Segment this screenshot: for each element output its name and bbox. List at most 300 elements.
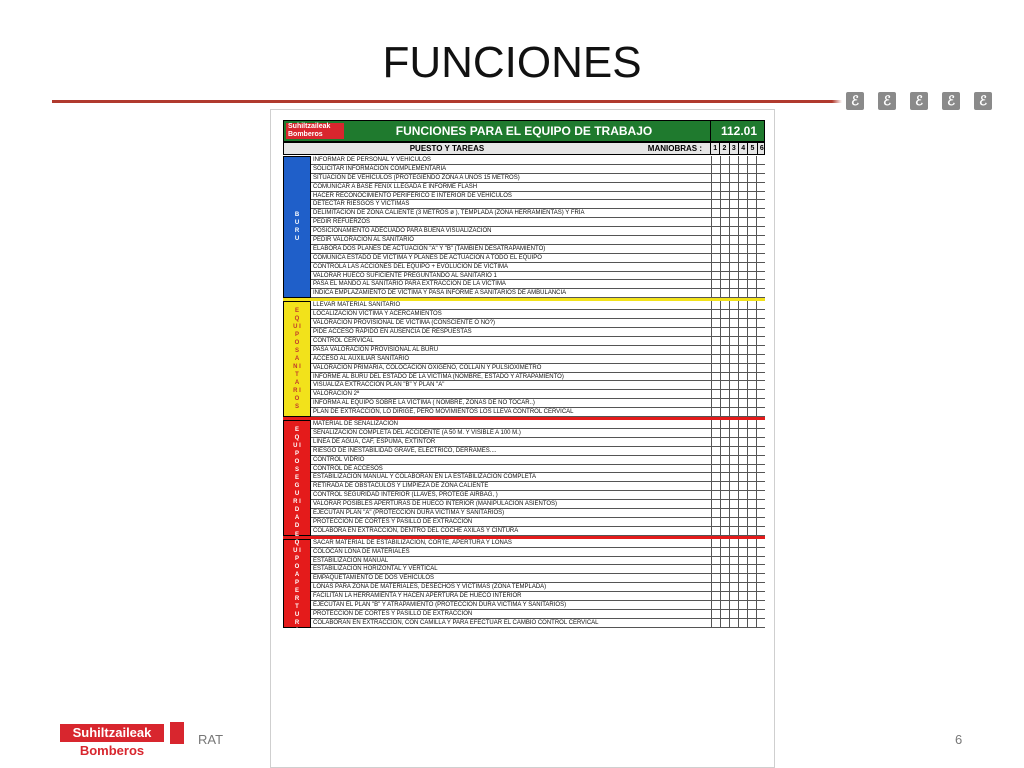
maniobra-checkbox[interactable]	[729, 509, 738, 517]
maniobra-checkbox[interactable]	[711, 263, 720, 271]
maniobra-checkbox[interactable]	[756, 565, 765, 573]
maniobra-checkbox[interactable]	[756, 236, 765, 244]
maniobra-checkbox[interactable]	[738, 337, 747, 345]
maniobra-checkbox[interactable]	[720, 473, 729, 481]
maniobra-checkbox[interactable]	[729, 548, 738, 556]
maniobra-checkbox[interactable]	[756, 337, 765, 345]
maniobra-checkbox[interactable]	[729, 500, 738, 508]
maniobra-checkbox[interactable]	[711, 420, 720, 428]
maniobra-checkbox[interactable]	[720, 227, 729, 235]
maniobra-checkbox[interactable]	[711, 408, 720, 416]
maniobra-checkbox[interactable]	[738, 218, 747, 226]
maniobra-checkbox[interactable]	[711, 447, 720, 455]
maniobra-checkbox[interactable]	[738, 429, 747, 437]
maniobra-checkbox[interactable]	[747, 509, 756, 517]
maniobra-checkbox[interactable]	[747, 236, 756, 244]
maniobra-checkbox[interactable]	[738, 301, 747, 309]
maniobra-checkbox[interactable]	[738, 183, 747, 191]
maniobra-checkbox[interactable]	[720, 192, 729, 200]
maniobra-checkbox[interactable]	[720, 565, 729, 573]
maniobra-checkbox[interactable]	[720, 337, 729, 345]
maniobra-checkbox[interactable]	[738, 200, 747, 208]
maniobra-checkbox[interactable]	[720, 263, 729, 271]
maniobra-checkbox[interactable]	[720, 574, 729, 582]
maniobra-checkbox[interactable]	[720, 438, 729, 446]
maniobra-checkbox[interactable]	[747, 337, 756, 345]
maniobra-checkbox[interactable]	[747, 548, 756, 556]
maniobra-checkbox[interactable]	[747, 583, 756, 591]
maniobra-checkbox[interactable]	[738, 539, 747, 547]
maniobra-checkbox[interactable]	[720, 408, 729, 416]
maniobra-checkbox[interactable]	[738, 465, 747, 473]
maniobra-checkbox[interactable]	[729, 583, 738, 591]
maniobra-checkbox[interactable]	[711, 438, 720, 446]
maniobra-checkbox[interactable]	[711, 319, 720, 327]
maniobra-checkbox[interactable]	[720, 527, 729, 535]
maniobra-checkbox[interactable]	[738, 272, 747, 280]
maniobra-checkbox[interactable]	[729, 610, 738, 618]
maniobra-checkbox[interactable]	[756, 408, 765, 416]
maniobra-checkbox[interactable]	[729, 482, 738, 490]
maniobra-checkbox[interactable]	[729, 346, 738, 354]
maniobra-checkbox[interactable]	[711, 236, 720, 244]
maniobra-checkbox[interactable]	[756, 192, 765, 200]
maniobra-checkbox[interactable]	[747, 473, 756, 481]
maniobra-checkbox[interactable]	[738, 438, 747, 446]
maniobra-checkbox[interactable]	[729, 301, 738, 309]
maniobra-checkbox[interactable]	[747, 619, 756, 627]
maniobra-checkbox[interactable]	[720, 346, 729, 354]
maniobra-checkbox[interactable]	[738, 209, 747, 217]
maniobra-checkbox[interactable]	[747, 355, 756, 363]
maniobra-checkbox[interactable]	[756, 491, 765, 499]
maniobra-checkbox[interactable]	[747, 447, 756, 455]
maniobra-checkbox[interactable]	[729, 355, 738, 363]
maniobra-checkbox[interactable]	[720, 420, 729, 428]
maniobra-checkbox[interactable]	[711, 429, 720, 437]
maniobra-checkbox[interactable]	[729, 557, 738, 565]
maniobra-checkbox[interactable]	[738, 373, 747, 381]
maniobra-checkbox[interactable]	[711, 527, 720, 535]
maniobra-checkbox[interactable]	[738, 601, 747, 609]
maniobra-checkbox[interactable]	[756, 165, 765, 173]
maniobra-checkbox[interactable]	[738, 408, 747, 416]
maniobra-checkbox[interactable]	[720, 456, 729, 464]
maniobra-checkbox[interactable]	[720, 447, 729, 455]
maniobra-checkbox[interactable]	[720, 328, 729, 336]
maniobra-checkbox[interactable]	[711, 192, 720, 200]
maniobra-checkbox[interactable]	[738, 390, 747, 398]
maniobra-checkbox[interactable]	[756, 227, 765, 235]
maniobra-checkbox[interactable]	[738, 420, 747, 428]
maniobra-checkbox[interactable]	[756, 254, 765, 262]
maniobra-checkbox[interactable]	[756, 500, 765, 508]
maniobra-checkbox[interactable]	[711, 619, 720, 627]
maniobra-checkbox[interactable]	[729, 527, 738, 535]
maniobra-checkbox[interactable]	[711, 583, 720, 591]
maniobra-checkbox[interactable]	[747, 165, 756, 173]
maniobra-checkbox[interactable]	[711, 373, 720, 381]
maniobra-checkbox[interactable]	[711, 328, 720, 336]
maniobra-checkbox[interactable]	[756, 583, 765, 591]
maniobra-checkbox[interactable]	[729, 280, 738, 288]
maniobra-checkbox[interactable]	[711, 183, 720, 191]
maniobra-checkbox[interactable]	[747, 346, 756, 354]
maniobra-checkbox[interactable]	[720, 319, 729, 327]
maniobra-checkbox[interactable]	[720, 254, 729, 262]
maniobra-checkbox[interactable]	[729, 456, 738, 464]
maniobra-checkbox[interactable]	[711, 491, 720, 499]
maniobra-checkbox[interactable]	[729, 574, 738, 582]
maniobra-checkbox[interactable]	[756, 319, 765, 327]
maniobra-checkbox[interactable]	[747, 209, 756, 217]
maniobra-checkbox[interactable]	[720, 174, 729, 182]
maniobra-checkbox[interactable]	[756, 174, 765, 182]
maniobra-checkbox[interactable]	[756, 619, 765, 627]
maniobra-checkbox[interactable]	[711, 548, 720, 556]
maniobra-checkbox[interactable]	[711, 227, 720, 235]
maniobra-checkbox[interactable]	[738, 310, 747, 318]
maniobra-checkbox[interactable]	[729, 272, 738, 280]
maniobra-checkbox[interactable]	[711, 346, 720, 354]
maniobra-checkbox[interactable]	[738, 491, 747, 499]
maniobra-checkbox[interactable]	[738, 328, 747, 336]
maniobra-checkbox[interactable]	[720, 583, 729, 591]
maniobra-checkbox[interactable]	[747, 381, 756, 389]
maniobra-checkbox[interactable]	[720, 592, 729, 600]
maniobra-checkbox[interactable]	[747, 601, 756, 609]
maniobra-checkbox[interactable]	[756, 289, 765, 297]
maniobra-checkbox[interactable]	[729, 390, 738, 398]
maniobra-checkbox[interactable]	[720, 364, 729, 372]
maniobra-checkbox[interactable]	[756, 482, 765, 490]
maniobra-checkbox[interactable]	[747, 390, 756, 398]
maniobra-checkbox[interactable]	[729, 236, 738, 244]
maniobra-checkbox[interactable]	[747, 254, 756, 262]
maniobra-checkbox[interactable]	[720, 491, 729, 499]
maniobra-checkbox[interactable]	[729, 156, 738, 164]
maniobra-checkbox[interactable]	[747, 557, 756, 565]
maniobra-checkbox[interactable]	[720, 280, 729, 288]
maniobra-checkbox[interactable]	[711, 200, 720, 208]
maniobra-checkbox[interactable]	[711, 310, 720, 318]
maniobra-checkbox[interactable]	[729, 310, 738, 318]
maniobra-checkbox[interactable]	[738, 156, 747, 164]
maniobra-checkbox[interactable]	[729, 408, 738, 416]
maniobra-checkbox[interactable]	[711, 209, 720, 217]
maniobra-checkbox[interactable]	[756, 509, 765, 517]
maniobra-checkbox[interactable]	[720, 156, 729, 164]
maniobra-checkbox[interactable]	[747, 319, 756, 327]
maniobra-checkbox[interactable]	[720, 289, 729, 297]
maniobra-checkbox[interactable]	[711, 381, 720, 389]
maniobra-checkbox[interactable]	[747, 500, 756, 508]
maniobra-checkbox[interactable]	[729, 245, 738, 253]
maniobra-checkbox[interactable]	[720, 355, 729, 363]
maniobra-checkbox[interactable]	[756, 328, 765, 336]
maniobra-checkbox[interactable]	[729, 429, 738, 437]
maniobra-checkbox[interactable]	[729, 399, 738, 407]
maniobra-checkbox[interactable]	[756, 310, 765, 318]
maniobra-checkbox[interactable]	[720, 518, 729, 526]
maniobra-checkbox[interactable]	[711, 174, 720, 182]
maniobra-checkbox[interactable]	[711, 399, 720, 407]
maniobra-checkbox[interactable]	[711, 301, 720, 309]
maniobra-checkbox[interactable]	[756, 447, 765, 455]
maniobra-checkbox[interactable]	[747, 272, 756, 280]
maniobra-checkbox[interactable]	[756, 610, 765, 618]
maniobra-checkbox[interactable]	[756, 346, 765, 354]
maniobra-checkbox[interactable]	[756, 373, 765, 381]
maniobra-checkbox[interactable]	[720, 165, 729, 173]
maniobra-checkbox[interactable]	[756, 263, 765, 271]
maniobra-checkbox[interactable]	[756, 218, 765, 226]
maniobra-checkbox[interactable]	[720, 390, 729, 398]
maniobra-checkbox[interactable]	[711, 473, 720, 481]
maniobra-checkbox[interactable]	[738, 574, 747, 582]
maniobra-checkbox[interactable]	[720, 482, 729, 490]
maniobra-checkbox[interactable]	[729, 518, 738, 526]
maniobra-checkbox[interactable]	[729, 592, 738, 600]
maniobra-checkbox[interactable]	[738, 236, 747, 244]
maniobra-checkbox[interactable]	[756, 280, 765, 288]
maniobra-checkbox[interactable]	[738, 346, 747, 354]
maniobra-checkbox[interactable]	[711, 156, 720, 164]
maniobra-checkbox[interactable]	[756, 364, 765, 372]
maniobra-checkbox[interactable]	[729, 218, 738, 226]
maniobra-checkbox[interactable]	[756, 200, 765, 208]
maniobra-checkbox[interactable]	[720, 301, 729, 309]
maniobra-checkbox[interactable]	[729, 565, 738, 573]
maniobra-checkbox[interactable]	[756, 518, 765, 526]
maniobra-checkbox[interactable]	[747, 156, 756, 164]
maniobra-checkbox[interactable]	[756, 301, 765, 309]
maniobra-checkbox[interactable]	[711, 280, 720, 288]
maniobra-checkbox[interactable]	[738, 610, 747, 618]
maniobra-checkbox[interactable]	[711, 355, 720, 363]
maniobra-checkbox[interactable]	[711, 165, 720, 173]
maniobra-checkbox[interactable]	[711, 509, 720, 517]
maniobra-checkbox[interactable]	[756, 183, 765, 191]
maniobra-checkbox[interactable]	[711, 390, 720, 398]
maniobra-checkbox[interactable]	[720, 539, 729, 547]
maniobra-checkbox[interactable]	[711, 337, 720, 345]
maniobra-checkbox[interactable]	[711, 601, 720, 609]
maniobra-checkbox[interactable]	[747, 310, 756, 318]
maniobra-checkbox[interactable]	[756, 527, 765, 535]
maniobra-checkbox[interactable]	[747, 399, 756, 407]
maniobra-checkbox[interactable]	[720, 465, 729, 473]
maniobra-checkbox[interactable]	[756, 574, 765, 582]
maniobra-checkbox[interactable]	[738, 254, 747, 262]
maniobra-checkbox[interactable]	[747, 438, 756, 446]
maniobra-checkbox[interactable]	[756, 272, 765, 280]
maniobra-checkbox[interactable]	[729, 373, 738, 381]
maniobra-checkbox[interactable]	[756, 156, 765, 164]
maniobra-checkbox[interactable]	[756, 473, 765, 481]
maniobra-checkbox[interactable]	[747, 420, 756, 428]
maniobra-checkbox[interactable]	[738, 263, 747, 271]
maniobra-checkbox[interactable]	[711, 364, 720, 372]
maniobra-checkbox[interactable]	[711, 272, 720, 280]
maniobra-checkbox[interactable]	[747, 518, 756, 526]
maniobra-checkbox[interactable]	[729, 491, 738, 499]
maniobra-checkbox[interactable]	[729, 539, 738, 547]
maniobra-checkbox[interactable]	[747, 364, 756, 372]
maniobra-checkbox[interactable]	[747, 301, 756, 309]
maniobra-checkbox[interactable]	[720, 218, 729, 226]
maniobra-checkbox[interactable]	[738, 456, 747, 464]
maniobra-checkbox[interactable]	[756, 355, 765, 363]
maniobra-checkbox[interactable]	[720, 399, 729, 407]
maniobra-checkbox[interactable]	[756, 420, 765, 428]
maniobra-checkbox[interactable]	[756, 539, 765, 547]
maniobra-checkbox[interactable]	[738, 583, 747, 591]
maniobra-checkbox[interactable]	[756, 429, 765, 437]
maniobra-checkbox[interactable]	[729, 381, 738, 389]
maniobra-checkbox[interactable]	[747, 592, 756, 600]
maniobra-checkbox[interactable]	[720, 610, 729, 618]
maniobra-checkbox[interactable]	[747, 289, 756, 297]
maniobra-checkbox[interactable]	[756, 245, 765, 253]
maniobra-checkbox[interactable]	[738, 355, 747, 363]
maniobra-checkbox[interactable]	[729, 209, 738, 217]
maniobra-checkbox[interactable]	[711, 218, 720, 226]
maniobra-checkbox[interactable]	[729, 174, 738, 182]
maniobra-checkbox[interactable]	[720, 245, 729, 253]
maniobra-checkbox[interactable]	[738, 289, 747, 297]
maniobra-checkbox[interactable]	[747, 280, 756, 288]
maniobra-checkbox[interactable]	[711, 539, 720, 547]
maniobra-checkbox[interactable]	[711, 574, 720, 582]
maniobra-checkbox[interactable]	[720, 619, 729, 627]
maniobra-checkbox[interactable]	[747, 482, 756, 490]
maniobra-checkbox[interactable]	[729, 254, 738, 262]
maniobra-checkbox[interactable]	[738, 500, 747, 508]
maniobra-checkbox[interactable]	[756, 390, 765, 398]
maniobra-checkbox[interactable]	[711, 245, 720, 253]
maniobra-checkbox[interactable]	[756, 209, 765, 217]
maniobra-checkbox[interactable]	[738, 245, 747, 253]
maniobra-checkbox[interactable]	[756, 381, 765, 389]
maniobra-checkbox[interactable]	[738, 619, 747, 627]
maniobra-checkbox[interactable]	[738, 165, 747, 173]
maniobra-checkbox[interactable]	[711, 518, 720, 526]
maniobra-checkbox[interactable]	[747, 491, 756, 499]
maniobra-checkbox[interactable]	[720, 601, 729, 609]
maniobra-checkbox[interactable]	[729, 165, 738, 173]
maniobra-checkbox[interactable]	[747, 429, 756, 437]
maniobra-checkbox[interactable]	[747, 218, 756, 226]
maniobra-checkbox[interactable]	[729, 364, 738, 372]
maniobra-checkbox[interactable]	[738, 557, 747, 565]
maniobra-checkbox[interactable]	[738, 192, 747, 200]
maniobra-checkbox[interactable]	[729, 473, 738, 481]
maniobra-checkbox[interactable]	[738, 482, 747, 490]
maniobra-checkbox[interactable]	[747, 527, 756, 535]
maniobra-checkbox[interactable]	[738, 227, 747, 235]
maniobra-checkbox[interactable]	[711, 565, 720, 573]
maniobra-checkbox[interactable]	[756, 601, 765, 609]
maniobra-checkbox[interactable]	[720, 557, 729, 565]
maniobra-checkbox[interactable]	[747, 465, 756, 473]
maniobra-checkbox[interactable]	[711, 465, 720, 473]
maniobra-checkbox[interactable]	[738, 527, 747, 535]
maniobra-checkbox[interactable]	[738, 447, 747, 455]
maniobra-checkbox[interactable]	[756, 399, 765, 407]
maniobra-checkbox[interactable]	[747, 408, 756, 416]
maniobra-checkbox[interactable]	[729, 337, 738, 345]
maniobra-checkbox[interactable]	[738, 280, 747, 288]
maniobra-checkbox[interactable]	[738, 592, 747, 600]
maniobra-checkbox[interactable]	[720, 236, 729, 244]
maniobra-checkbox[interactable]	[756, 456, 765, 464]
maniobra-checkbox[interactable]	[729, 319, 738, 327]
maniobra-checkbox[interactable]	[711, 289, 720, 297]
maniobra-checkbox[interactable]	[729, 200, 738, 208]
maniobra-checkbox[interactable]	[747, 183, 756, 191]
maniobra-checkbox[interactable]	[720, 381, 729, 389]
maniobra-checkbox[interactable]	[711, 610, 720, 618]
maniobra-checkbox[interactable]	[729, 183, 738, 191]
maniobra-checkbox[interactable]	[711, 592, 720, 600]
maniobra-checkbox[interactable]	[720, 272, 729, 280]
maniobra-checkbox[interactable]	[756, 557, 765, 565]
maniobra-checkbox[interactable]	[729, 438, 738, 446]
maniobra-checkbox[interactable]	[738, 174, 747, 182]
maniobra-checkbox[interactable]	[729, 601, 738, 609]
maniobra-checkbox[interactable]	[738, 381, 747, 389]
maniobra-checkbox[interactable]	[738, 399, 747, 407]
maniobra-checkbox[interactable]	[720, 373, 729, 381]
maniobra-checkbox[interactable]	[756, 438, 765, 446]
maniobra-checkbox[interactable]	[756, 465, 765, 473]
maniobra-checkbox[interactable]	[720, 200, 729, 208]
maniobra-checkbox[interactable]	[720, 429, 729, 437]
maniobra-checkbox[interactable]	[711, 254, 720, 262]
maniobra-checkbox[interactable]	[729, 420, 738, 428]
maniobra-checkbox[interactable]	[738, 319, 747, 327]
maniobra-checkbox[interactable]	[720, 183, 729, 191]
maniobra-checkbox[interactable]	[729, 192, 738, 200]
maniobra-checkbox[interactable]	[738, 473, 747, 481]
maniobra-checkbox[interactable]	[729, 289, 738, 297]
maniobra-checkbox[interactable]	[747, 245, 756, 253]
maniobra-checkbox[interactable]	[738, 509, 747, 517]
maniobra-checkbox[interactable]	[720, 500, 729, 508]
maniobra-checkbox[interactable]	[747, 610, 756, 618]
maniobra-checkbox[interactable]	[738, 565, 747, 573]
maniobra-checkbox[interactable]	[747, 456, 756, 464]
maniobra-checkbox[interactable]	[738, 518, 747, 526]
maniobra-checkbox[interactable]	[747, 373, 756, 381]
maniobra-checkbox[interactable]	[756, 592, 765, 600]
maniobra-checkbox[interactable]	[747, 565, 756, 573]
maniobra-checkbox[interactable]	[729, 328, 738, 336]
maniobra-checkbox[interactable]	[720, 509, 729, 517]
maniobra-checkbox[interactable]	[747, 574, 756, 582]
maniobra-checkbox[interactable]	[729, 447, 738, 455]
maniobra-checkbox[interactable]	[738, 548, 747, 556]
maniobra-checkbox[interactable]	[729, 263, 738, 271]
maniobra-checkbox[interactable]	[729, 619, 738, 627]
maniobra-checkbox[interactable]	[747, 227, 756, 235]
maniobra-checkbox[interactable]	[711, 557, 720, 565]
maniobra-checkbox[interactable]	[747, 174, 756, 182]
maniobra-checkbox[interactable]	[756, 548, 765, 556]
maniobra-checkbox[interactable]	[747, 328, 756, 336]
maniobra-checkbox[interactable]	[711, 482, 720, 490]
